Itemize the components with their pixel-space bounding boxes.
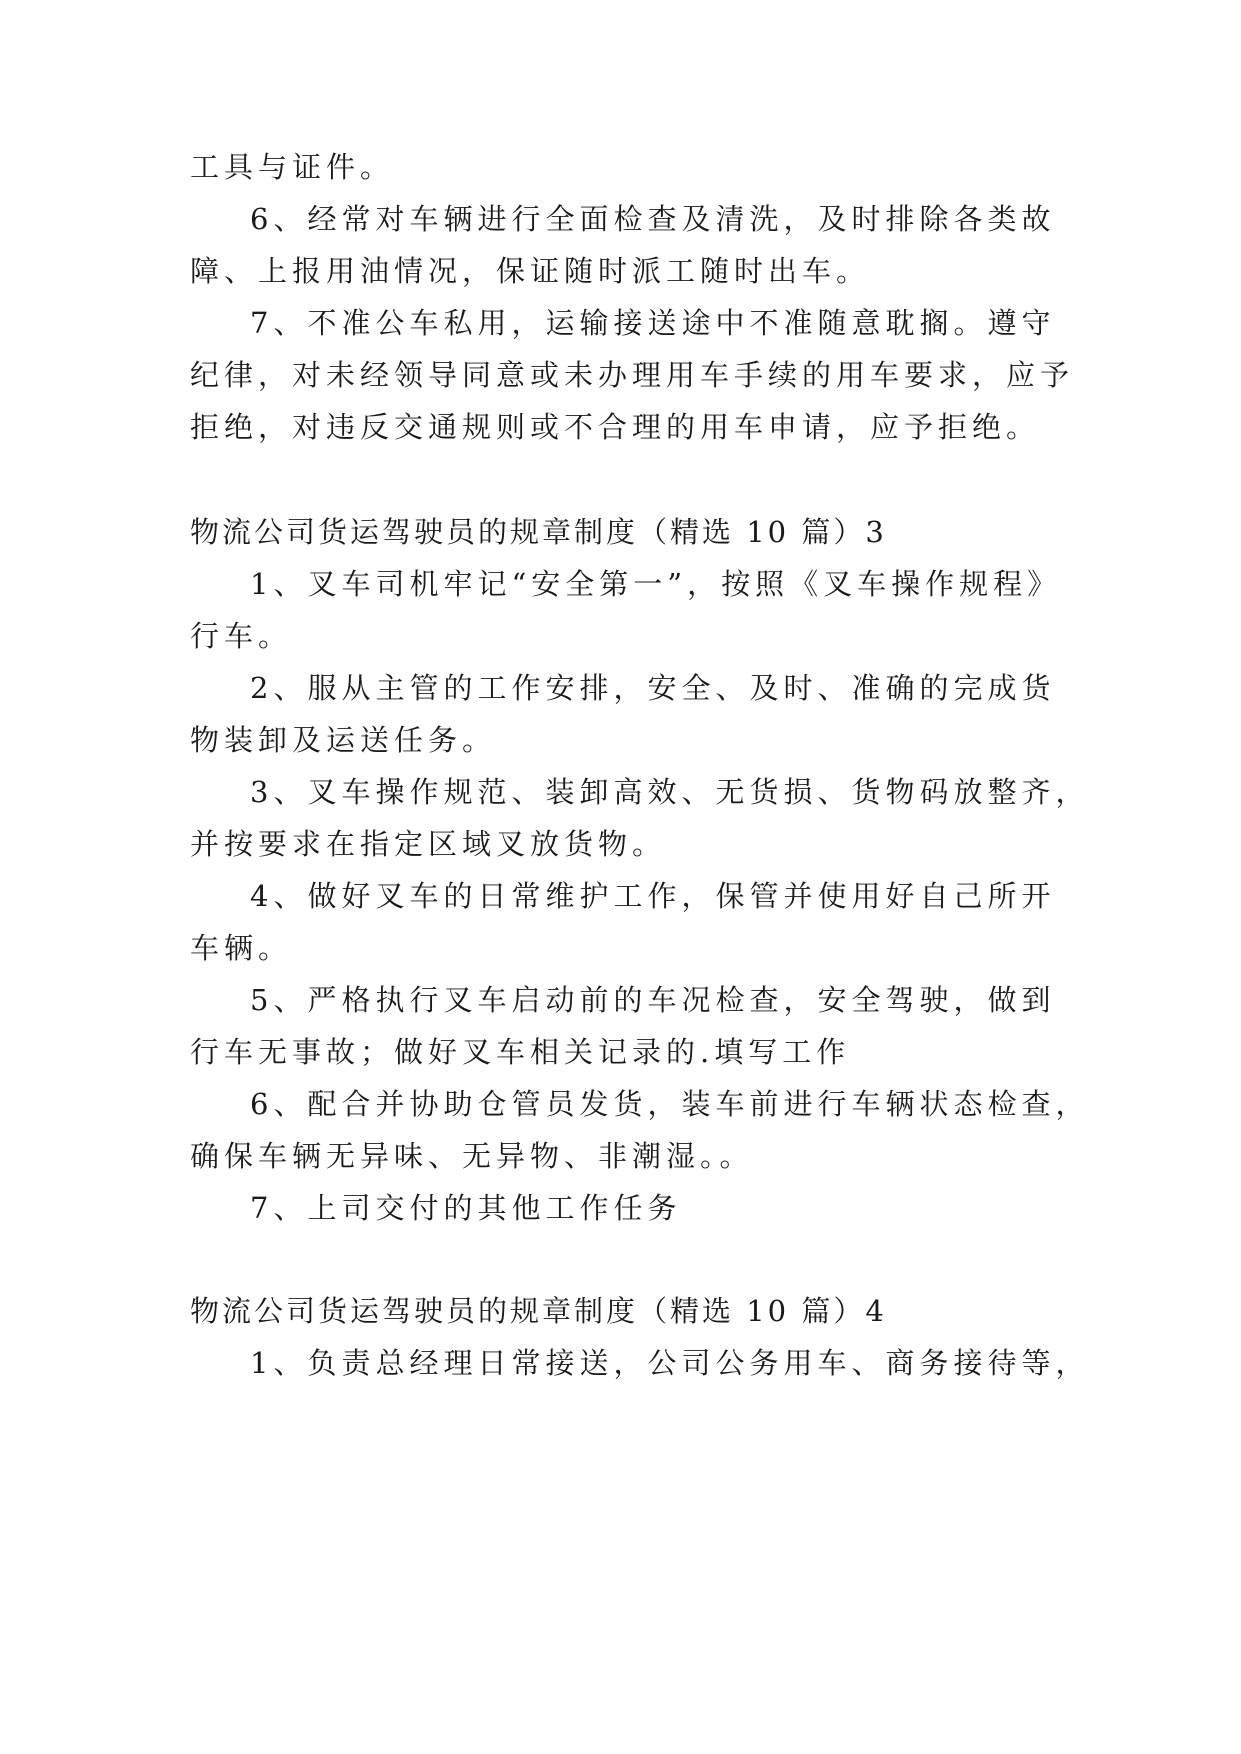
paragraph-line: 工具与证件。 <box>190 150 395 184</box>
paragraph-line: 7、不准公车私用，运输接送途中不准随意耽搁。遵守 <box>250 306 1056 340</box>
section-heading-3: 物流公司货运驾驶员的规章制度（精选 10 篇）3 <box>190 515 887 549</box>
paragraph-line: 6、配合并协助仓管员发货，装车前进行车辆状态检查， <box>250 1087 1090 1121</box>
paragraph-line: 1、叉车司机牢记“安全第一”，按照《叉车操作规程》 <box>250 567 1062 601</box>
paragraph-line: 4、做好叉车的日常维护工作，保管并使用好自己所开 <box>250 879 1056 913</box>
section-heading-4: 物流公司货运驾驶员的规章制度（精选 10 篇）4 <box>190 1294 887 1328</box>
paragraph-line: 障、上报用油情况，保证随时派工随时出车。 <box>190 254 871 288</box>
paragraph-line: 车辆。 <box>190 931 293 965</box>
paragraph-line: 3、叉车操作规范、装卸高效、无货损、货物码放整齐， <box>250 775 1090 809</box>
paragraph-line: 行车。 <box>190 619 293 653</box>
paragraph-line: 纪律，对未经领导同意或未办理用车手续的用车要求，应予 <box>190 358 1075 392</box>
paragraph-line: 并按要求在指定区域叉放货物。 <box>190 827 667 861</box>
paragraph-line: 拒绝，对违反交通规则或不合理的用车申请，应予拒绝。 <box>190 410 1041 444</box>
paragraph-line: 确保车辆无异味、无异物、非潮湿。。 <box>190 1139 754 1173</box>
paragraph-line: 6、经常对车辆进行全面检查及清洗，及时排除各类故 <box>250 202 1056 236</box>
paragraph-line: 1、负责总经理日常接送，公司公务用车、商务接待等， <box>250 1346 1090 1380</box>
paragraph-line: 5、严格执行叉车启动前的车况检查，安全驾驶，做到 <box>250 983 1056 1017</box>
paragraph-line: 7、上司交付的其他工作任务 <box>250 1191 682 1225</box>
paragraph-line: 2、服从主管的工作安排，安全、及时、准确的完成货 <box>250 671 1056 705</box>
paragraph-line: 行车无事故；做好叉车相关记录的.填写工作 <box>190 1035 851 1069</box>
paragraph-line: 物装卸及运送任务。 <box>190 723 497 757</box>
